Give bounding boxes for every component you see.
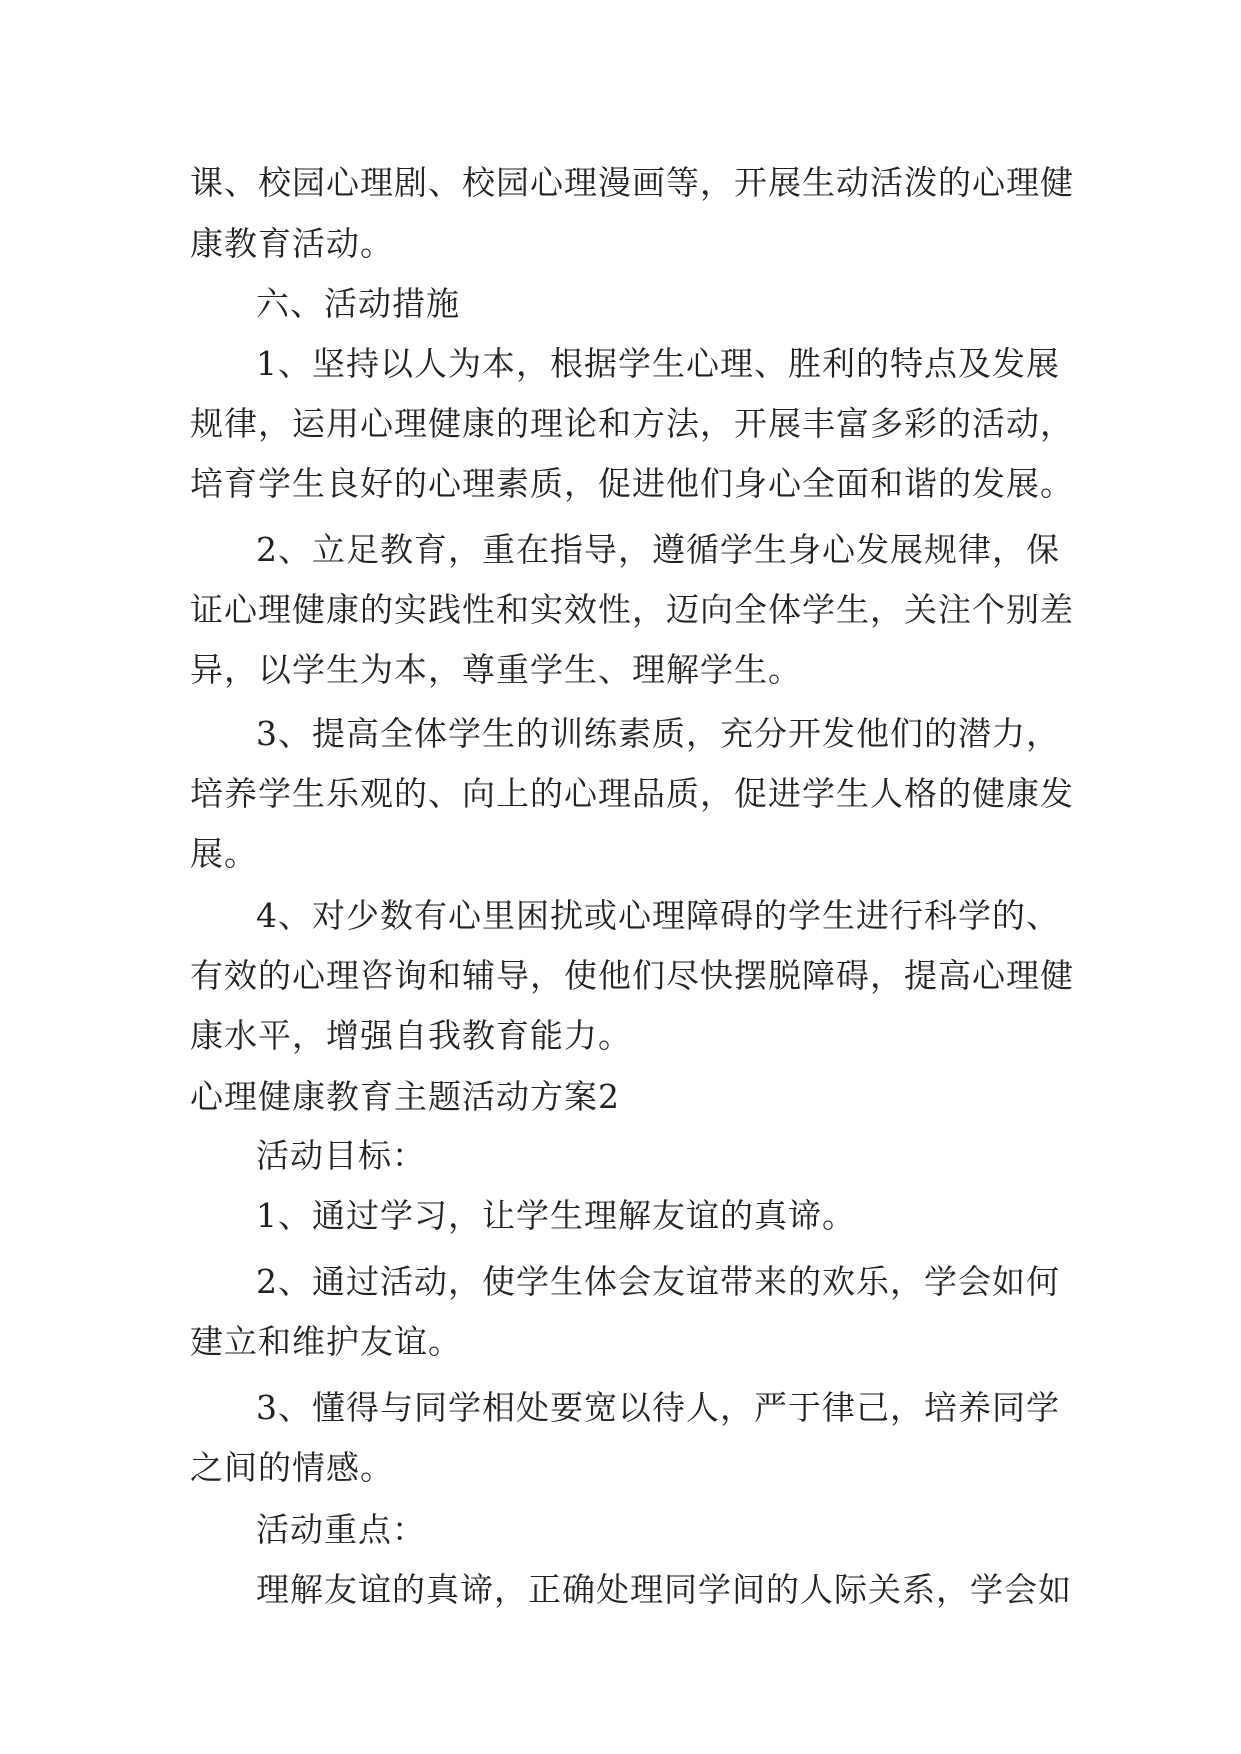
text-line: 1、坚持以人为本，根据学生心理、胜利的特点及发展 [256,344,1060,383]
text-line: 异，以学生为本，尊重学生、理解学生。 [190,650,802,689]
section-heading: 活动目标： [256,1136,426,1175]
text-line: 理解友谊的真谛，正确处理同学间的人际关系，学会如 [256,1570,1072,1609]
text-line: 4、对少数有心里困扰或心理障碍的学生进行科学的、 [256,896,1060,935]
text-line: 2、通过活动，使学生体会友谊带来的欢乐，学会如何 [256,1262,1060,1301]
text-line: 1、通过学习，让学生理解友谊的真谛。 [256,1196,856,1235]
text-line: 康水平，增强自我教育能力。 [190,1016,632,1055]
text-line: 3、提高全体学生的训练素质，充分开发他们的潜力， [256,714,1060,753]
text-line: 规律，运用心理健康的理论和方法，开展丰富多彩的活动， [190,404,1074,443]
text-line: 之间的情感。 [190,1448,394,1487]
text-line: 课、校园心理剧、校园心理漫画等，开展生动活泼的心理健 [190,163,1074,202]
text-line: 证心理健康的实践性和实效性，迈向全体学生，关注个别差 [190,590,1074,629]
text-line: 2、立足教育，重在指导，遵循学生身心发展规律，保 [256,530,1060,569]
text-line: 培育学生良好的心理素质，促进他们身心全面和谐的发展。 [190,464,1074,503]
text-line: 有效的心理咨询和辅导，使他们尽快摆脱障碍，提高心理健 [190,956,1074,995]
document-title: 心理健康教育主题活动方案2 [190,1077,620,1116]
text-line: 建立和维护友谊。 [190,1322,462,1361]
text-line: 康教育活动。 [190,224,394,263]
section-heading: 活动重点： [256,1510,426,1549]
text-line: 展。 [190,834,258,873]
text-line: 3、懂得与同学相处要宽以待人，严于律己，培养同学 [256,1388,1060,1427]
section-heading: 六、活动措施 [256,284,460,323]
text-line: 培养学生乐观的、向上的心理品质，促进学生人格的健康发 [190,774,1074,813]
